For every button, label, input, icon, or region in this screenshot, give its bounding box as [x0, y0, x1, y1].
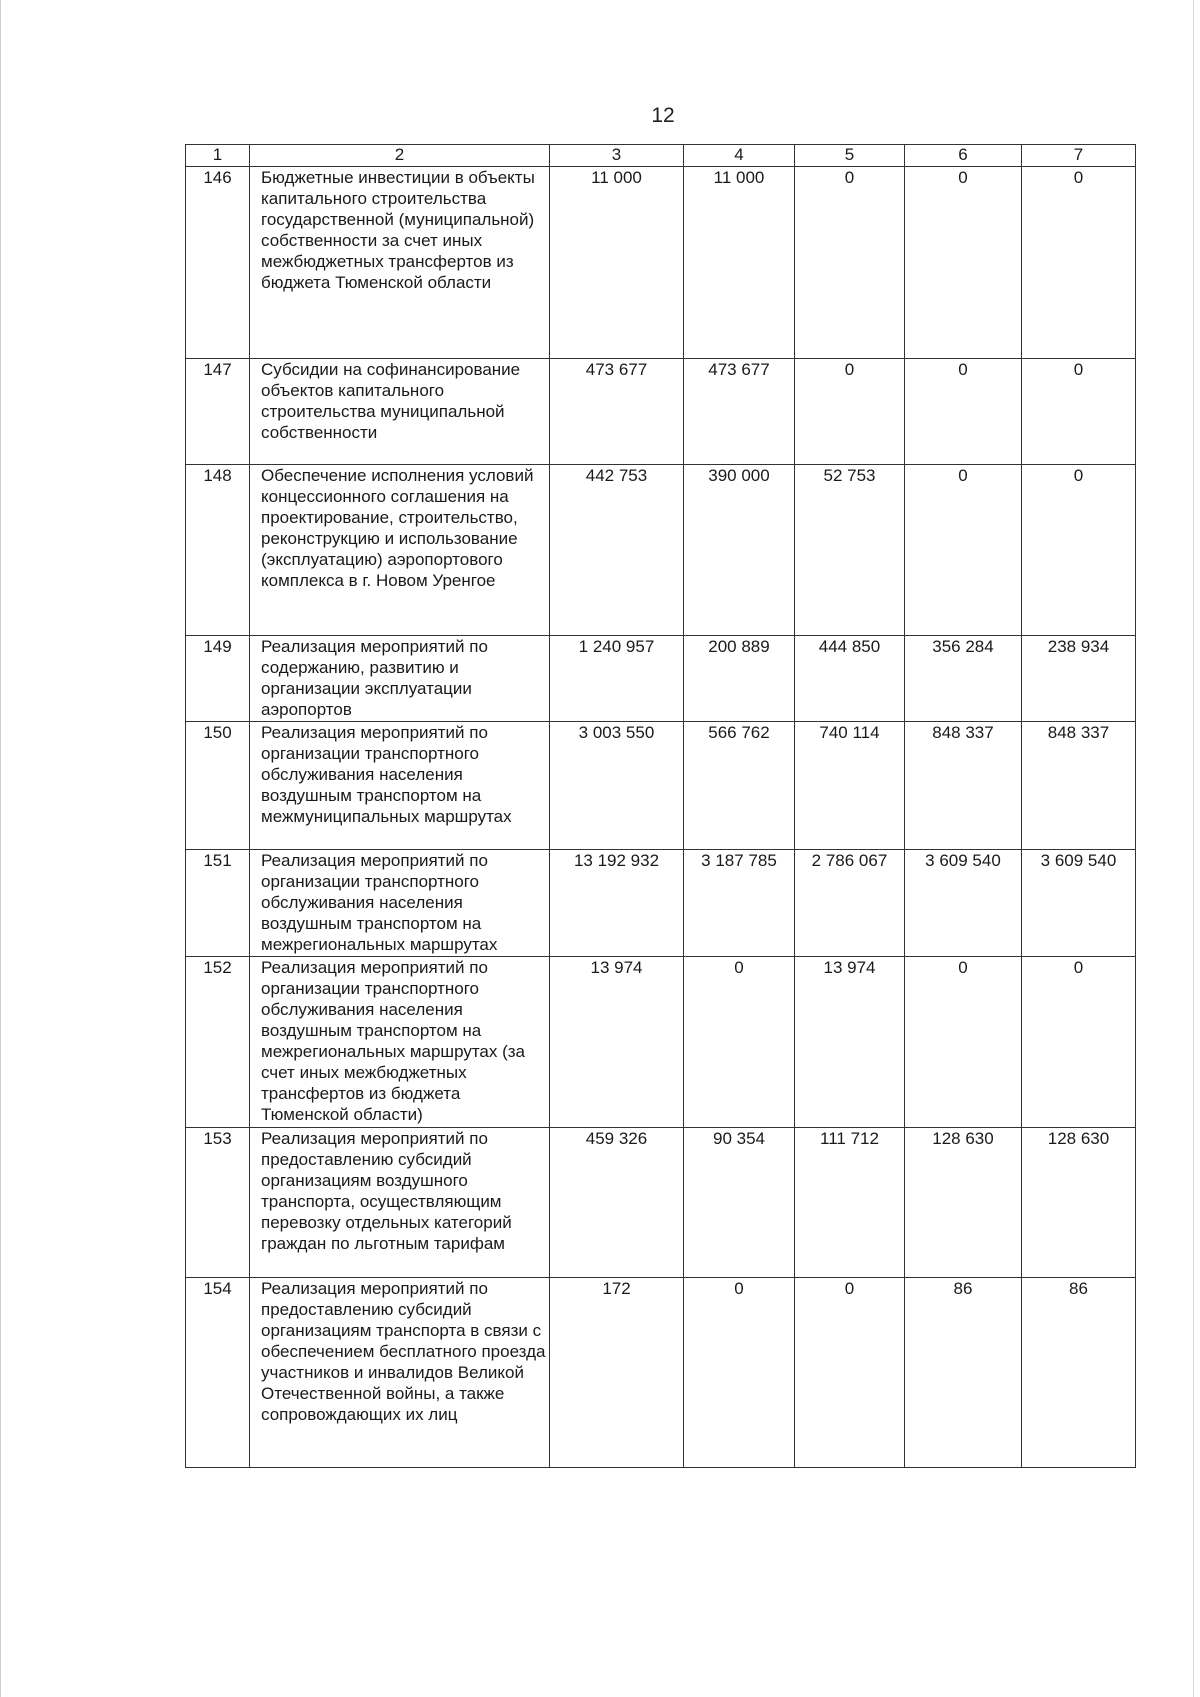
table-row — [186, 722, 1136, 850]
row-description: Бюджетные инвестиции в объекты капитального строительства государственной (муниципальной) собственности за счет иных межбюджетных трансфертов из бюджета Тюменской области — [250, 167, 550, 359]
value-cell: 0 — [1022, 167, 1136, 359]
value-cell: 0 — [905, 167, 1022, 359]
table-row — [186, 359, 1136, 465]
value-cell: 848 337 — [905, 722, 1022, 850]
table-row — [186, 1128, 1136, 1278]
value-cell: 390 000 — [684, 465, 795, 636]
value-cell: 2 786 067 — [795, 850, 905, 957]
value-cell: 11 000 — [684, 167, 795, 359]
row-number: 147 — [186, 359, 250, 465]
column-header: 2 — [250, 145, 550, 167]
row-number: 149 — [186, 636, 250, 722]
value-cell: 0 — [905, 957, 1022, 1128]
value-cell: 0 — [905, 359, 1022, 465]
value-cell: 0 — [795, 1278, 905, 1468]
value-cell: 0 — [684, 957, 795, 1128]
value-cell: 0 — [795, 359, 905, 465]
budget-table — [185, 144, 1136, 1468]
value-cell: 0 — [905, 465, 1022, 636]
value-cell: 1 240 957 — [550, 636, 684, 722]
value-cell: 3 609 540 — [905, 850, 1022, 957]
value-cell: 200 889 — [684, 636, 795, 722]
value-cell: 0 — [1022, 359, 1136, 465]
value-cell: 13 192 932 — [550, 850, 684, 957]
value-cell: 356 284 — [905, 636, 1022, 722]
table-row — [186, 167, 1136, 359]
table-row — [186, 1278, 1136, 1468]
value-cell: 13 974 — [795, 957, 905, 1128]
value-cell: 52 753 — [795, 465, 905, 636]
row-number: 148 — [186, 465, 250, 636]
table-row — [186, 850, 1136, 957]
row-number: 146 — [186, 167, 250, 359]
row-description: Реализация мероприятий по организации транспортного обслуживания населения воздушным транспортом на межмуниципальных маршрутах — [250, 722, 550, 850]
row-number: 151 — [186, 850, 250, 957]
value-cell: 172 — [550, 1278, 684, 1468]
value-cell: 740 114 — [795, 722, 905, 850]
value-cell: 442 753 — [550, 465, 684, 636]
row-number: 153 — [186, 1128, 250, 1278]
value-cell: 11 000 — [550, 167, 684, 359]
row-description: Реализация мероприятий по организации транспортного обслуживания населения воздушным транспортом на межрегиональных маршрутах (за счет иных межбюджетных трансфертов из бюджета Тюменской области) — [250, 957, 550, 1128]
column-header: 4 — [684, 145, 795, 167]
table-row — [186, 957, 1136, 1128]
row-description: Реализация мероприятий по предоставлению субсидий организациям воздушного транспорта, осуществляющим перевозку отдельных категорий граждан по льготным тарифам — [250, 1128, 550, 1278]
page-number: 12 — [651, 104, 675, 127]
row-number: 152 — [186, 957, 250, 1128]
page-edge — [1193, 0, 1194, 1697]
value-cell: 3 609 540 — [1022, 850, 1136, 957]
value-cell: 3 187 785 — [684, 850, 795, 957]
value-cell: 90 354 — [684, 1128, 795, 1278]
row-number: 154 — [186, 1278, 250, 1468]
row-number: 150 — [186, 722, 250, 850]
value-cell: 13 974 — [550, 957, 684, 1128]
row-description: Обеспечение исполнения условий концессионного соглашения на проектирование, строительство, реконструкцию и использование (эксплуатацию) аэропортового комплекса в г. Новом Уренгое — [250, 465, 550, 636]
value-cell: 86 — [1022, 1278, 1136, 1468]
column-header: 5 — [795, 145, 905, 167]
value-cell: 848 337 — [1022, 722, 1136, 850]
value-cell: 444 850 — [795, 636, 905, 722]
value-cell: 0 — [1022, 957, 1136, 1128]
value-cell: 111 712 — [795, 1128, 905, 1278]
column-header: 3 — [550, 145, 684, 167]
value-cell: 128 630 — [905, 1128, 1022, 1278]
value-cell: 459 326 — [550, 1128, 684, 1278]
value-cell: 3 003 550 — [550, 722, 684, 850]
row-description: Реализация мероприятий по предоставлению субсидий организациям транспорта в связи с обеспечением бесплатного проезда участников и инвалидов Великой Отечественной войны, а также сопровождающих их лиц — [250, 1278, 550, 1468]
value-cell: 86 — [905, 1278, 1022, 1468]
value-cell: 473 677 — [550, 359, 684, 465]
column-header: 1 — [186, 145, 250, 167]
row-description: Реализация мероприятий по организации транспортного обслуживания населения воздушным транспортом на межрегиональных маршрутах — [250, 850, 550, 957]
row-description: Реализация мероприятий по содержанию, развитию и организации эксплуатации аэропортов — [250, 636, 550, 722]
value-cell: 128 630 — [1022, 1128, 1136, 1278]
table-row — [186, 636, 1136, 722]
row-description: Субсидии на софинансирование объектов капитального строительства муниципальной собственности — [250, 359, 550, 465]
table-row — [186, 465, 1136, 636]
value-cell: 0 — [795, 167, 905, 359]
value-cell: 0 — [684, 1278, 795, 1468]
value-cell: 238 934 — [1022, 636, 1136, 722]
value-cell: 566 762 — [684, 722, 795, 850]
value-cell: 0 — [1022, 465, 1136, 636]
column-header: 6 — [905, 145, 1022, 167]
table-header-row — [186, 145, 1136, 167]
column-header: 7 — [1022, 145, 1136, 167]
value-cell: 473 677 — [684, 359, 795, 465]
page-edge — [0, 0, 1, 1697]
